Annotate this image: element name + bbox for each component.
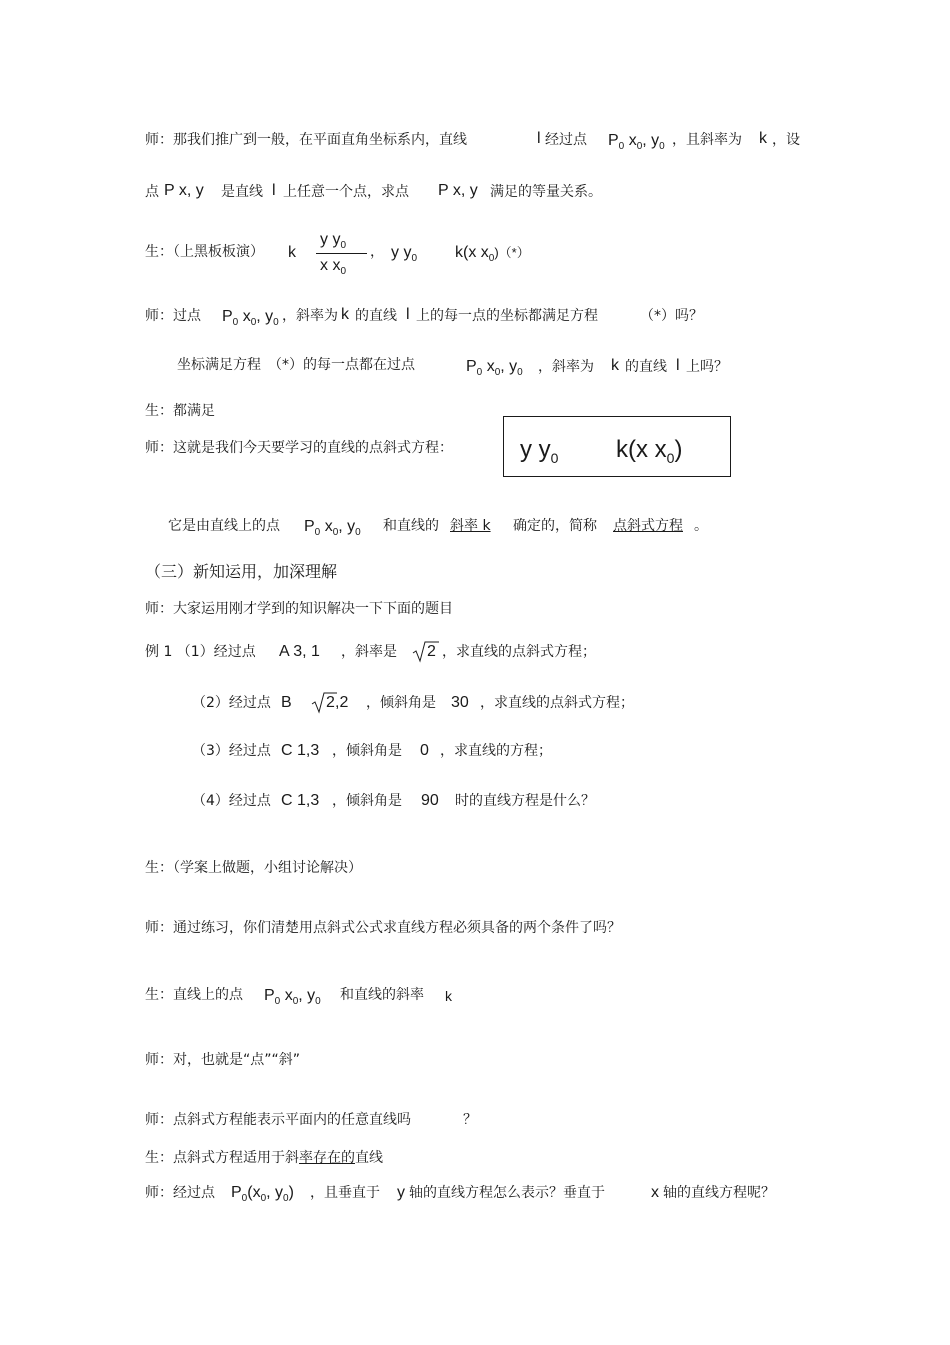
underlined-term: 斜率 k <box>450 518 491 534</box>
boxed-formula-right <box>616 436 682 466</box>
text: 它是由直线上的点 <box>168 518 280 534</box>
math-angle: 0 <box>420 742 429 759</box>
text: 师：对，也就是“点”“斜” <box>145 1052 301 1068</box>
subscript: 0 <box>340 240 347 251</box>
point-p0 <box>264 988 321 1006</box>
math-l: l <box>406 306 410 323</box>
text: 时的直线方程是什么？ <box>455 793 595 809</box>
text: 和直线的斜率 <box>340 987 424 1003</box>
text: 的直线 <box>355 308 397 324</box>
text: 和直线的 <box>383 518 439 534</box>
section-heading: （三）新知运用，加深理解 <box>145 562 338 581</box>
text: 师：点斜式方程能表示平面内的任意直线吗 <box>145 1112 411 1128</box>
math: y y <box>391 244 412 261</box>
math: P <box>264 987 275 1004</box>
math: , y <box>256 308 274 325</box>
text: 是直线 <box>221 184 263 200</box>
boxed-formula-left <box>520 436 558 466</box>
math: , y <box>298 987 316 1004</box>
subscript: 0 <box>274 996 281 1007</box>
math: x <box>324 518 333 535</box>
subscript: 0 <box>315 996 321 1007</box>
math-k: k <box>288 244 296 261</box>
text: 生：直线上的点 <box>145 987 243 1003</box>
text: 上的每一点的坐标都满足方程 <box>416 308 598 324</box>
math: x <box>242 308 251 325</box>
text: ，倾斜角是 <box>366 695 436 711</box>
subscript: 0 <box>232 317 239 328</box>
math-point: B <box>281 694 292 711</box>
math: k(x x <box>455 244 489 261</box>
math-point: P x, y <box>438 182 478 199</box>
text: 生：点斜式方程适用于斜 <box>145 1150 299 1166</box>
math-angle: 90 <box>421 792 439 809</box>
subscript: 0 <box>273 317 279 328</box>
math-y: y <box>397 1184 405 1201</box>
fraction-bar <box>316 253 367 254</box>
point-p0 <box>231 1185 294 1203</box>
subscript: 0 <box>340 266 347 277</box>
math: k(x x <box>616 436 667 463</box>
math: , y <box>642 132 660 149</box>
math-angle: 30 <box>451 694 469 711</box>
math: P <box>304 518 315 535</box>
subscript: 0 <box>659 141 665 152</box>
math-x: x <box>651 1184 659 1201</box>
text: 生：（学案上做题，小组讨论解决） <box>145 860 362 876</box>
text: ，且垂直于 <box>310 1185 380 1201</box>
math: x x <box>320 257 341 274</box>
text: （4）经过点 <box>192 793 271 809</box>
text: ，求直线的点斜式方程； <box>480 695 634 711</box>
subscript: 0 <box>488 253 495 264</box>
text: 上吗？ <box>686 359 728 375</box>
subscript: 0 <box>260 1193 267 1204</box>
subscript: 0 <box>241 1193 248 1204</box>
math-l: l <box>676 357 680 374</box>
math: )（*） <box>494 245 530 260</box>
subscript: 0 <box>517 367 523 378</box>
equation <box>455 245 530 263</box>
point-p0 <box>304 519 361 537</box>
text: （*）吗？ <box>640 308 703 324</box>
text: 例 1 （1）经过点 <box>145 644 256 660</box>
underlined-term: 点斜式方程 <box>613 518 683 534</box>
math-point: P x, y <box>164 182 204 199</box>
equation <box>391 245 417 263</box>
math: x <box>284 987 293 1004</box>
math: P <box>231 1184 242 1201</box>
subscript: 0 <box>636 141 643 152</box>
subscript: 0 <box>332 527 339 538</box>
math: P <box>466 358 477 375</box>
point-p0 <box>466 359 523 377</box>
text: ，倾斜角是 <box>332 793 402 809</box>
subscript: 0 <box>355 527 361 538</box>
math-l: l <box>272 182 276 199</box>
subscript: 0 <box>314 527 321 538</box>
text: 确定的，简称 <box>513 518 597 534</box>
math: y y <box>520 436 551 463</box>
text: 师：这就是我们今天要学习的直线的点斜式方程： <box>145 440 453 456</box>
text: 师：大家运用刚才学到的知识解决一下下面的题目 <box>145 601 453 617</box>
math: x <box>486 358 495 375</box>
math-k: k <box>445 988 452 1004</box>
math-k: k <box>759 130 767 147</box>
math: P <box>222 308 233 325</box>
subscript: 0 <box>283 1193 289 1204</box>
subscript: 0 <box>476 367 483 378</box>
subscript: 0 <box>618 141 625 152</box>
text: 师：通过练习，你们清楚用点斜式公式求直线方程必须具备的两个条件了吗？ <box>145 920 621 936</box>
math-point: C 1,3 <box>281 742 320 759</box>
text: ，斜率为 <box>282 308 338 324</box>
subscript: 0 <box>494 367 501 378</box>
text: ， <box>370 244 384 260</box>
math: y y <box>320 231 341 248</box>
text: ，设 <box>772 132 800 148</box>
text: 师：过点 <box>145 308 201 324</box>
text: ，且斜率为 <box>672 132 742 148</box>
text: ，斜率是 <box>341 644 397 660</box>
math: ) <box>674 436 683 463</box>
point-p0 <box>222 309 279 327</box>
text: 轴的直线方程呢？ <box>663 1185 775 1201</box>
text: ，倾斜角是 <box>332 743 402 759</box>
text: （3）经过点 <box>192 743 271 759</box>
text: 师：经过点 <box>145 1185 215 1201</box>
text: 轴的直线方程怎么表示？垂直于 <box>409 1185 605 1201</box>
math: ,2 <box>335 694 349 711</box>
text: 师：那我们推广到一般，在平面直角坐标系内，直线 <box>145 132 467 148</box>
math-k: k <box>611 357 619 374</box>
math: x <box>628 132 637 149</box>
subscript: 0 <box>250 317 257 328</box>
text: ，求直线的点斜式方程； <box>442 644 596 660</box>
text: ，斜率为 <box>538 359 594 375</box>
math: 2 <box>427 643 436 660</box>
math: , y <box>500 358 518 375</box>
text: 生：（上黑板板演） <box>145 244 264 260</box>
text: 点 <box>145 184 159 200</box>
text: 坐标满足方程 （*）的每一点都在过点 <box>177 357 415 373</box>
math-point: C 1,3 <box>281 792 320 809</box>
text: 上任意一个点，求点 <box>283 184 409 200</box>
text: （2）经过点 <box>192 695 271 711</box>
math: ) <box>288 1184 294 1201</box>
subscript: 0 <box>292 996 299 1007</box>
text: 经过点 <box>545 132 587 148</box>
fraction-numerator <box>320 232 346 250</box>
subscript: 0 <box>550 450 559 466</box>
point-p0 <box>608 133 665 151</box>
text: 生：都满足 <box>145 403 215 419</box>
math-l: l <box>537 130 541 147</box>
subscript: 0 <box>411 253 418 264</box>
text-line-15 <box>145 1150 383 1166</box>
text: 满足的等量关系。 <box>490 184 602 200</box>
math: P <box>608 132 619 149</box>
fraction-denominator <box>320 258 346 276</box>
text: ？ <box>463 1112 477 1128</box>
subscript: 0 <box>666 450 675 466</box>
text: 的直线 <box>625 359 667 375</box>
math: (x <box>247 1184 261 1201</box>
text: 直线 <box>355 1150 383 1166</box>
math-point: A 3, 1 <box>279 643 320 660</box>
math: , y <box>338 518 356 535</box>
math: , y <box>266 1184 284 1201</box>
text: 。 <box>694 518 708 534</box>
math: 2 <box>326 694 335 711</box>
text: ，求直线的方程； <box>440 743 552 759</box>
math-k: k <box>341 306 349 323</box>
text-line-1 <box>145 132 467 148</box>
underlined-term: 率存在的 <box>299 1150 355 1166</box>
